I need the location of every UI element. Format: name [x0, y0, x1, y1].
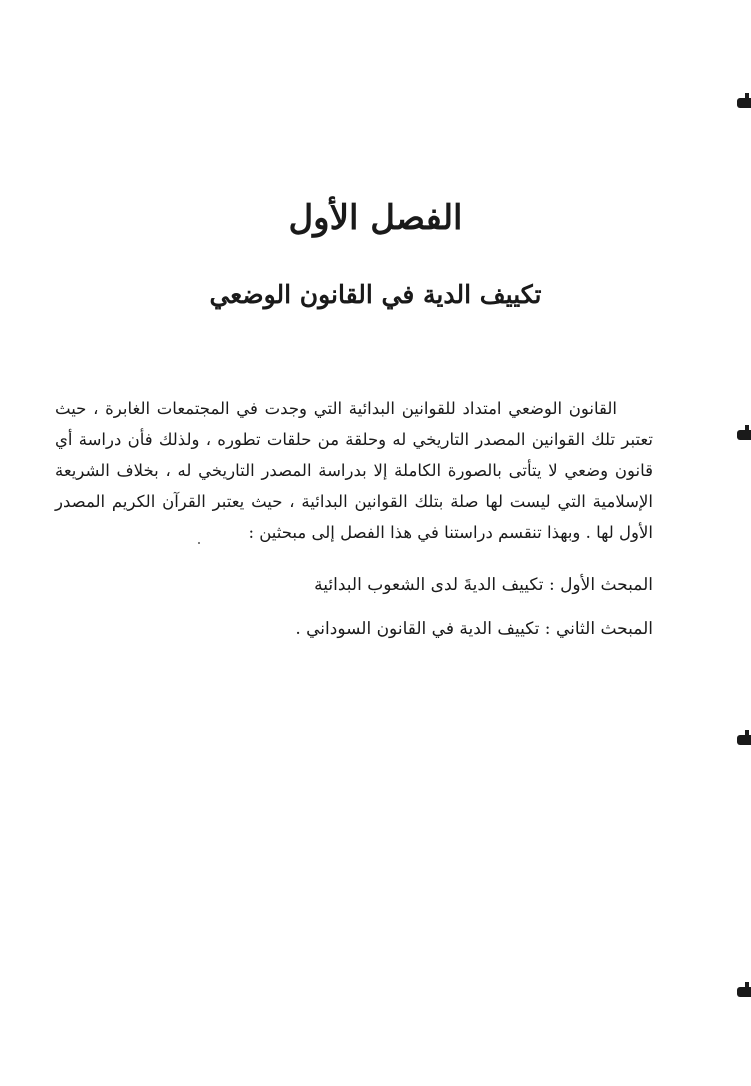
scan-edge-mark: [737, 735, 751, 745]
scan-speck: [198, 542, 200, 544]
body-text: [55, 393, 653, 548]
intro-paragraph: القانون الوضعي امتداد للقوانين البدائية التي وجدت في المجتمعات الغابرة ، حيث تعتبر تلك القوانين المصدر التاريخي له وحلقة من حلقات تطوره ، ولذلك فأن دراسة أي قانون وضعي لا يتأتى بالصورة الكاملة إلا بدراسة المصدر التاريخي له ، بخلاف الشريعة الإسلامية التي ليست لها صلة بتلك القوانين البدائية ، حيث يعتبر القرآن الكريم المصدر الأول لها . وبهذا تنقسم دراستنا في هذا الفصل إلى مبحثين :: [55, 399, 653, 542]
scan-edge-mark: [737, 98, 751, 108]
chapter-title: الفصل الأول: [288, 198, 463, 238]
scan-edge-mark: [737, 430, 751, 440]
section-item-1: المبحث الأول : تكييف الديةَ لدى الشعوب البدائية: [314, 575, 653, 595]
chapter-subtitle: تكييف الدية في القانون الوضعي: [209, 280, 542, 309]
scan-edge-mark: [737, 987, 751, 997]
sections-list: [203, 570, 653, 658]
section-item-2: المبحث الثاني : تكييف الدية في القانون السوداني .: [295, 619, 653, 639]
